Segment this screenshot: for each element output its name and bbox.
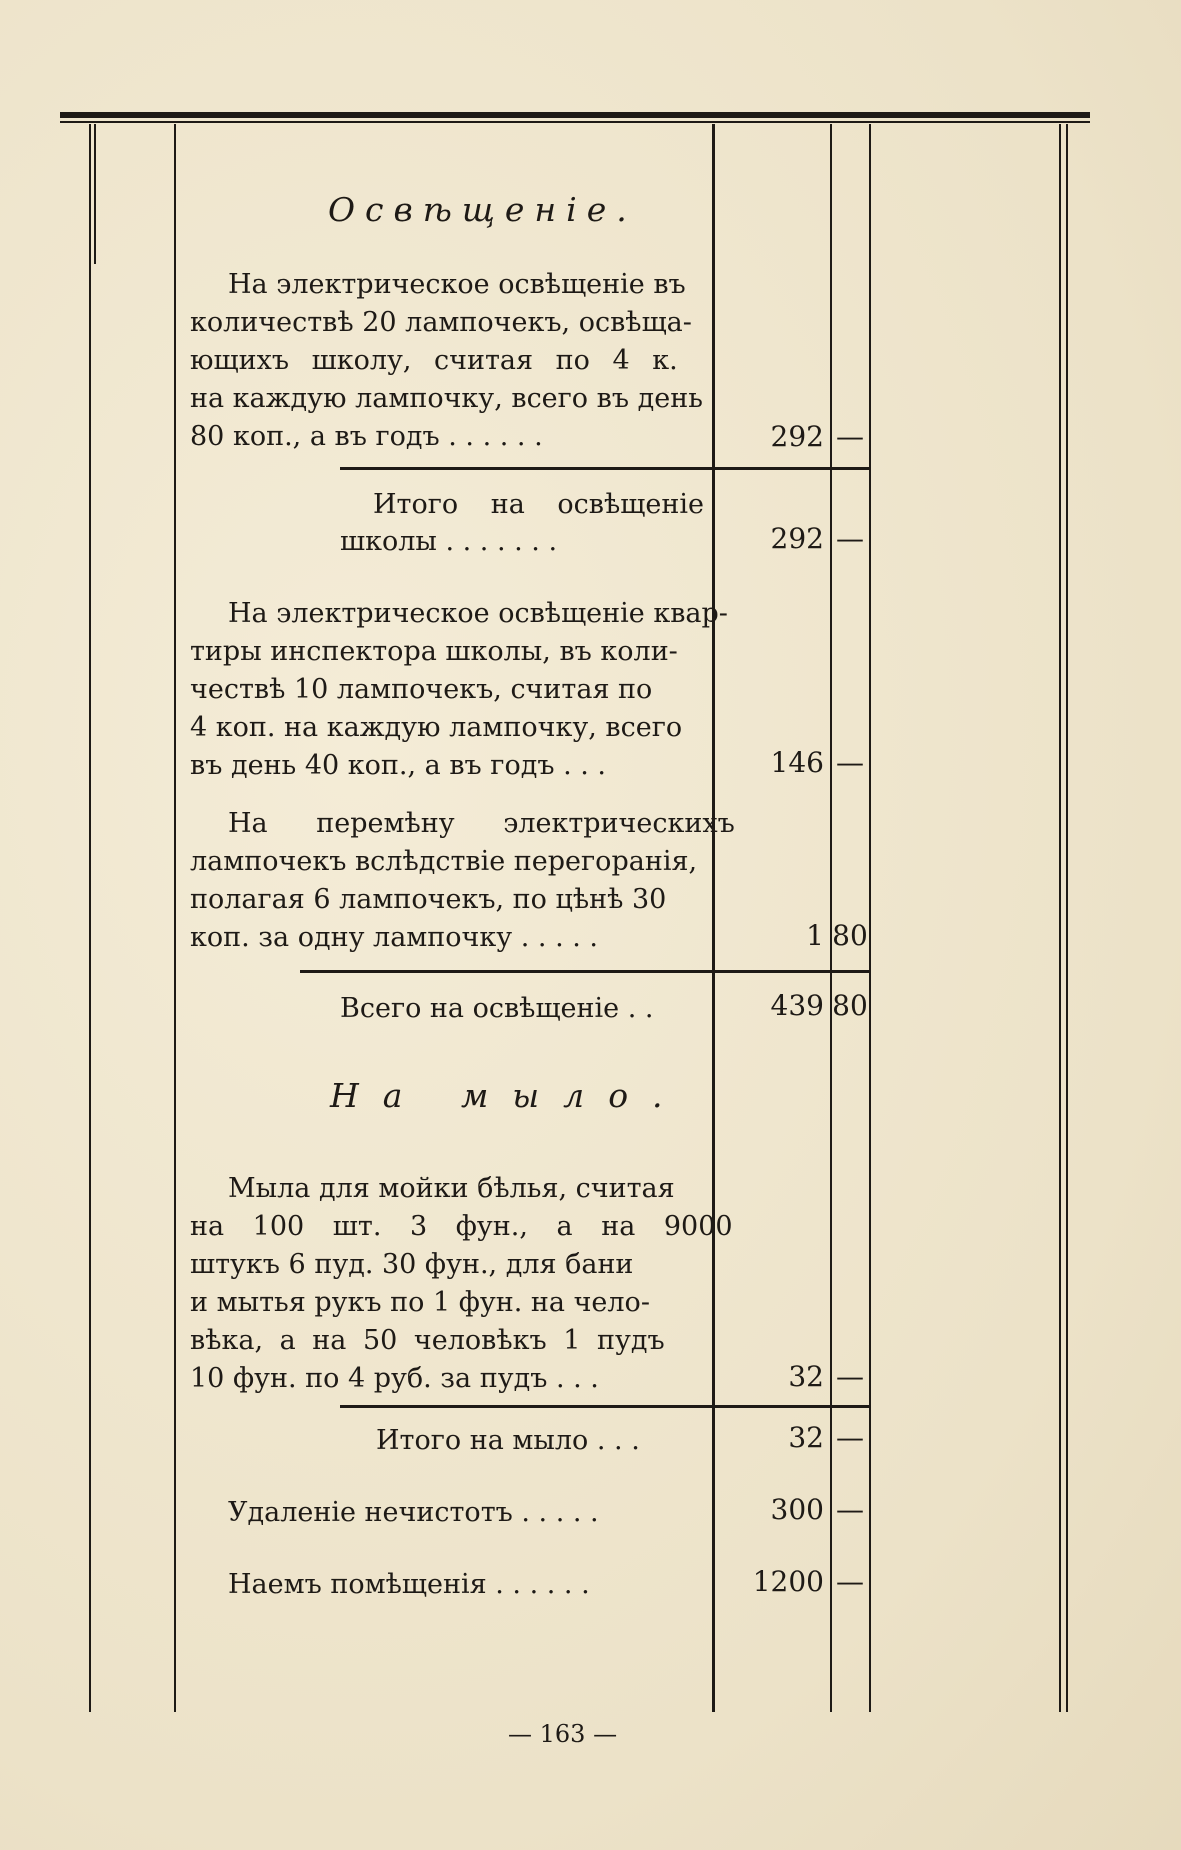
soap-subtotal-rule [340,1405,870,1408]
lighting-item-1-rubles: 292 [770,420,824,453]
text-line: и мытья рукъ по 1 фун. на чело- [190,1287,650,1318]
text-line: 80 коп., а въ годъ . . . . . . [190,421,543,452]
lighting-total-kopecks: 80 [832,989,868,1022]
lighting-subtotal-line-2: школы . . . . . . . [340,526,558,557]
text-line: тиры инспектора школы, въ коли- [190,636,678,667]
text-line: количествѣ 20 лампочекъ, освѣща- [190,307,692,338]
lighting-item-2-kopecks: — [836,746,864,779]
text-line: 10 фун. по 4 руб. за пудъ . . . [190,1363,599,1394]
lighting-item-3-kopecks: 80 [832,919,868,952]
rent-label: Наемъ помѣщенія . . . . . . [228,1569,590,1600]
text-line: На электрическое освѣщеніе въ [228,269,686,300]
lighting-subtotal-line-1: Итого на освѣщеніе [373,489,704,520]
soap-item-1-rubles: 32 [788,1360,824,1393]
left-rule-inner [94,124,96,264]
section-heading-lighting: Освѣщеніе. [328,190,637,229]
refuse-removal-rubles: 300 [770,1493,824,1526]
left-rule-outer [89,124,91,1712]
lighting-subtotal-rubles: 292 [770,522,824,555]
text-line: ющихъ школу, считая по 4 к. [190,345,678,376]
text-line: на 100 шт. 3 фун., а на 9000 [190,1211,733,1242]
text-line: На перемѣну электрическихъ [228,808,735,839]
rent-rubles: 1200 [752,1565,824,1598]
section-heading-soap: На мыло. [330,1076,687,1115]
soap-subtotal-label: Итого на мыло . . . [376,1425,640,1456]
text-line: вѣка, а на 50 человѣкъ 1 пудъ [190,1325,665,1356]
top-rule-thick [60,112,1090,118]
text-column-left-rule [174,124,176,1712]
rub-column-left-rule [712,124,715,1712]
page-number: — 163 — [508,1720,618,1748]
text-line: штукъ 6 пуд. 30 фун., для бани [190,1249,634,1280]
text-line: 4 коп. на каждую лампочку, всего [190,712,683,743]
total-rule [300,970,870,973]
text-line: въ день 40 коп., а въ годъ . . . [190,750,606,781]
soap-subtotal-kopecks: — [836,1421,864,1454]
lighting-item-3-rubles: 1 [806,919,824,952]
right-rule-outer [1066,124,1068,1712]
lighting-total-rubles: 439 [770,989,824,1022]
top-rule-thin [60,121,1090,123]
rent-kopecks: — [836,1565,864,1598]
soap-subtotal-rubles: 32 [788,1421,824,1454]
text-line: коп. за одну лампочку . . . . . [190,922,598,953]
text-line: чествѣ 10 лампочекъ, считая по [190,674,653,705]
refuse-removal-label: Удаленіе нечистотъ . . . . . [228,1497,599,1528]
text-line: лампочекъ вслѣдствіе перегоранія, [190,846,698,877]
lighting-subtotal-kopecks: — [836,522,864,555]
lighting-total-label: Всего на освѣщеніе . . [340,993,654,1024]
lighting-item-2-rubles: 146 [770,746,824,779]
subtotal-rule [340,467,870,470]
right-rule-inner [1059,124,1061,1712]
text-line: Мыла для мойки бѣлья, считая [228,1173,675,1204]
text-line: на каждую лампочку, всего въ день [190,383,703,414]
lighting-item-1-kopecks: — [836,420,864,453]
soap-item-1-kopecks: — [836,1360,864,1393]
text-line: полагая 6 лампочекъ, по цѣнѣ 30 [190,884,667,915]
text-line: На электрическое освѣщеніе квар- [228,598,728,629]
refuse-removal-kopecks: — [836,1493,864,1526]
